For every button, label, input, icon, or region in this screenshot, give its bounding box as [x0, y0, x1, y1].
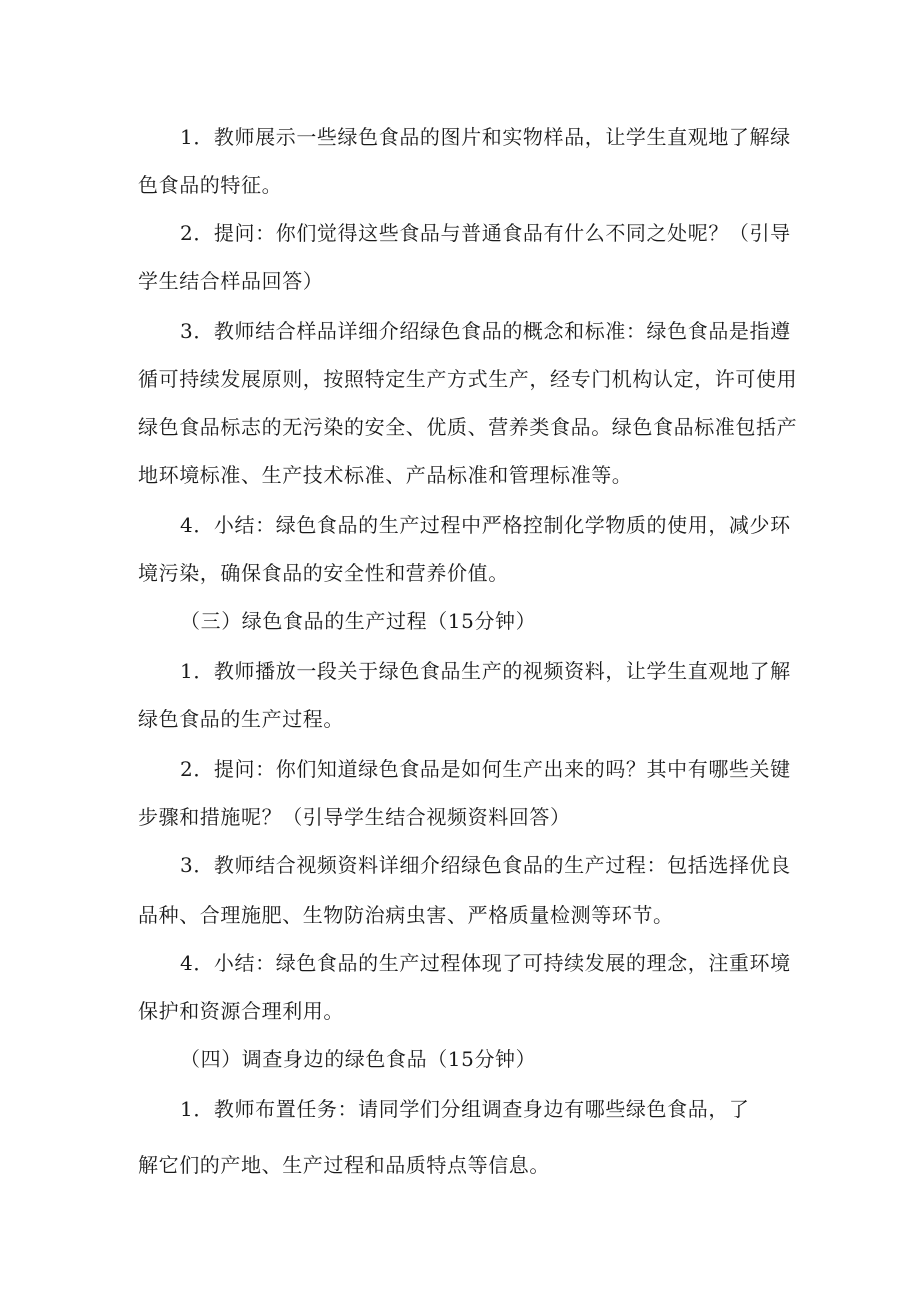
- paragraph-line: 步骤和措施呢？（引导学生结合视频资料回答）: [138, 805, 571, 829]
- paragraph-line: 绿色食品标志的无污染的安全、优质、营养类食品。绿色食品标准包括产: [138, 415, 798, 439]
- paragraph-line: 学生结合样品回答）: [138, 269, 324, 293]
- paragraph-line: 色食品的特征。: [138, 173, 283, 197]
- section-heading: （四）调查身边的绿色食品（15分钟）: [180, 1047, 537, 1071]
- paragraph-line: 3．教师结合样品详细介绍绿色食品的概念和标准：绿色食品是指遵: [180, 319, 791, 343]
- paragraph-line: 保护和资源合理利用。: [138, 999, 344, 1023]
- paragraph-line: 4．小结：绿色食品的生产过程中严格控制化学物质的使用，减少环: [180, 513, 791, 537]
- paragraph-line: 解它们的产地、生产过程和品质特点等信息。: [138, 1153, 550, 1177]
- paragraph-line: 1．教师展示一些绿色食品的图片和实物样品，让学生直观地了解绿: [180, 125, 791, 149]
- paragraph-line: 3．教师结合视频资料详细介绍绿色食品的生产过程：包括选择优良: [180, 853, 791, 877]
- paragraph-line: 2．提问：你们知道绿色食品是如何生产出来的吗？其中有哪些关键: [180, 757, 791, 781]
- paragraph-line: 品种、合理施肥、生物防治病虫害、严格质量检测等环节。: [138, 903, 674, 927]
- paragraph-line: 境污染，确保食品的安全性和营养价值。: [138, 561, 509, 585]
- paragraph-line: 1．教师布置任务：请同学们分组调查身边有哪些绿色食品，了: [180, 1097, 750, 1121]
- paragraph-line: 4．小结：绿色食品的生产过程体现了可持续发展的理念，注重环境: [180, 951, 791, 975]
- paragraph-line: 1．教师播放一段关于绿色食品生产的视频资料，让学生直观地了解: [180, 659, 791, 683]
- paragraph-line: 地环境标准、生产技术标准、产品标准和管理标准等。: [138, 463, 633, 487]
- paragraph-line: 绿色食品的生产过程。: [138, 707, 344, 731]
- paragraph-line: 2．提问：你们觉得这些食品与普通食品有什么不同之处呢？（引导: [180, 221, 791, 245]
- section-heading: （三）绿色食品的生产过程（15分钟）: [180, 609, 537, 633]
- paragraph-line: 循可持续发展原则，按照特定生产方式生产，经专门机构认定，许可使用: [138, 367, 798, 391]
